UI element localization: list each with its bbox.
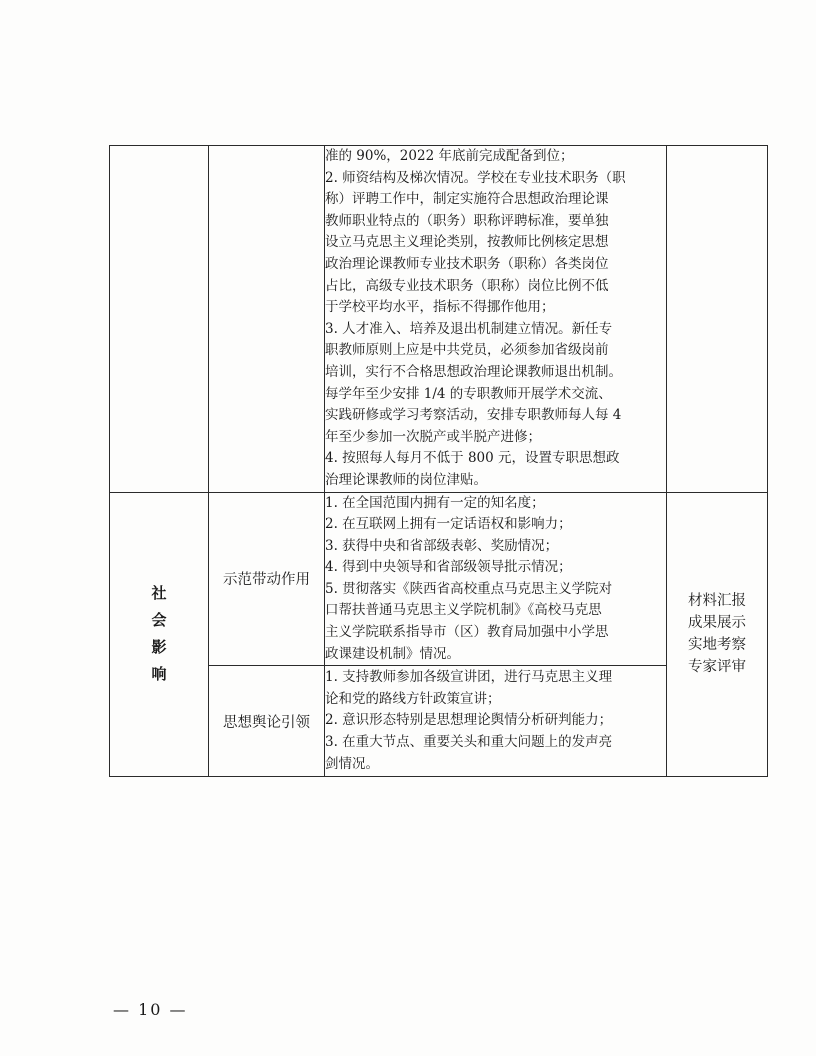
content-line: 每学年至少安排 1/4 的专职教师开展学术交流、	[325, 385, 612, 402]
method-line: 实地考察	[688, 637, 746, 654]
method-line: 专家评审	[688, 659, 746, 676]
method-cell-social-impact	[667, 492, 768, 777]
content-line: 1. 支持教师参加各级宣讲团，进行马克思主义理	[325, 669, 613, 686]
content-line: 于学校平均水平，指标不得挪作他用；	[325, 299, 555, 316]
content-line: 政治理论课教师专业技术职务（职称）各类岗位	[325, 255, 609, 272]
content-line: 职教师原则上应是中共党员，必须参加省级岗前	[325, 342, 609, 359]
category-char: 会	[151, 611, 167, 630]
content-line: 年至少参加一次脱产或半脱产进修；	[325, 428, 541, 445]
method-cell-empty	[667, 146, 768, 493]
content-line: 论和党的路线方针政策宣讲；	[325, 690, 501, 707]
category-cell-social-impact	[110, 492, 209, 777]
evaluation-table	[109, 145, 768, 777]
content-line: 2. 师资结构及梯次情况。学校在专业技术职务（职	[325, 169, 626, 186]
content-line: 3. 在重大节点、重要关头和重大问题上的发声亮	[325, 734, 613, 751]
content-line: 2. 在互联网上拥有一定话语权和影响力；	[325, 516, 572, 533]
indicator-cell-empty	[209, 146, 325, 493]
content-line: 3. 人才准入、培养及退出机制建立情况。新任专	[325, 320, 613, 337]
indicator-opinion-guidance: 思想舆论引领	[209, 666, 325, 777]
category-char: 响	[151, 665, 167, 684]
content-cell-demonstration	[325, 492, 667, 666]
content-line: 培训，实行不合格思想政治理论课教师退出机制。	[325, 363, 622, 380]
content-line: 1. 在全国范围内拥有一定的知名度；	[325, 494, 545, 511]
content-cell-continued	[325, 146, 667, 493]
content-line: 口帮扶普通马克思主义学院机制》《高校马克思	[325, 602, 602, 619]
content-line: 剑情况。	[325, 755, 379, 772]
content-line: 2. 意识形态特别是思想理论舆情分析研判能力；	[325, 712, 613, 729]
table-row-demonstration	[110, 492, 768, 666]
method-line: 材料汇报	[688, 593, 746, 610]
indicator-demonstration: 示范带动作用	[209, 492, 325, 666]
content-line: 政课建设机制》情况。	[325, 645, 460, 662]
content-line: 3. 获得中央和省部级表彰、奖励情况；	[325, 537, 559, 554]
page-number: — 10 —	[113, 1000, 188, 1019]
content-line: 教师职业特点的（职务）职称评聘标准，要单独	[325, 212, 609, 229]
content-line: 称）评聘工作中，制定实施符合思想政治理论课	[325, 191, 609, 208]
table-row-continued	[110, 146, 768, 493]
category-char: 影	[151, 638, 167, 657]
content-line: 5. 贯彻落实《陕西省高校重点马克思主义学院对	[325, 580, 613, 597]
content-line: 4. 得到中央领导和省部级领导批示情况；	[325, 559, 572, 576]
content-cell-opinion-guidance	[325, 666, 667, 777]
category-char: 社	[151, 584, 167, 603]
content-line: 实践研修或学习考察活动，安排专职教师每人每 4	[325, 407, 622, 424]
content-line: 主义学院联系指导市（区）教育局加强中小学思	[325, 624, 609, 641]
content-line: 4. 按照每人每月不低于 800 元，设置专职思想政	[325, 450, 620, 467]
content-line: 准的 90%，2022 年底前完成配备到位；	[325, 148, 574, 164]
content-line: 占比，高级专业技术职务（职称）岗位比例不低	[325, 277, 609, 294]
method-line: 成果展示	[688, 615, 746, 632]
category-cell-empty	[110, 146, 209, 493]
content-line: 设立马克思主义理论类别，按教师比例核定思想	[325, 234, 609, 251]
content-line: 治理论课教师的岗位津贴。	[325, 471, 487, 488]
